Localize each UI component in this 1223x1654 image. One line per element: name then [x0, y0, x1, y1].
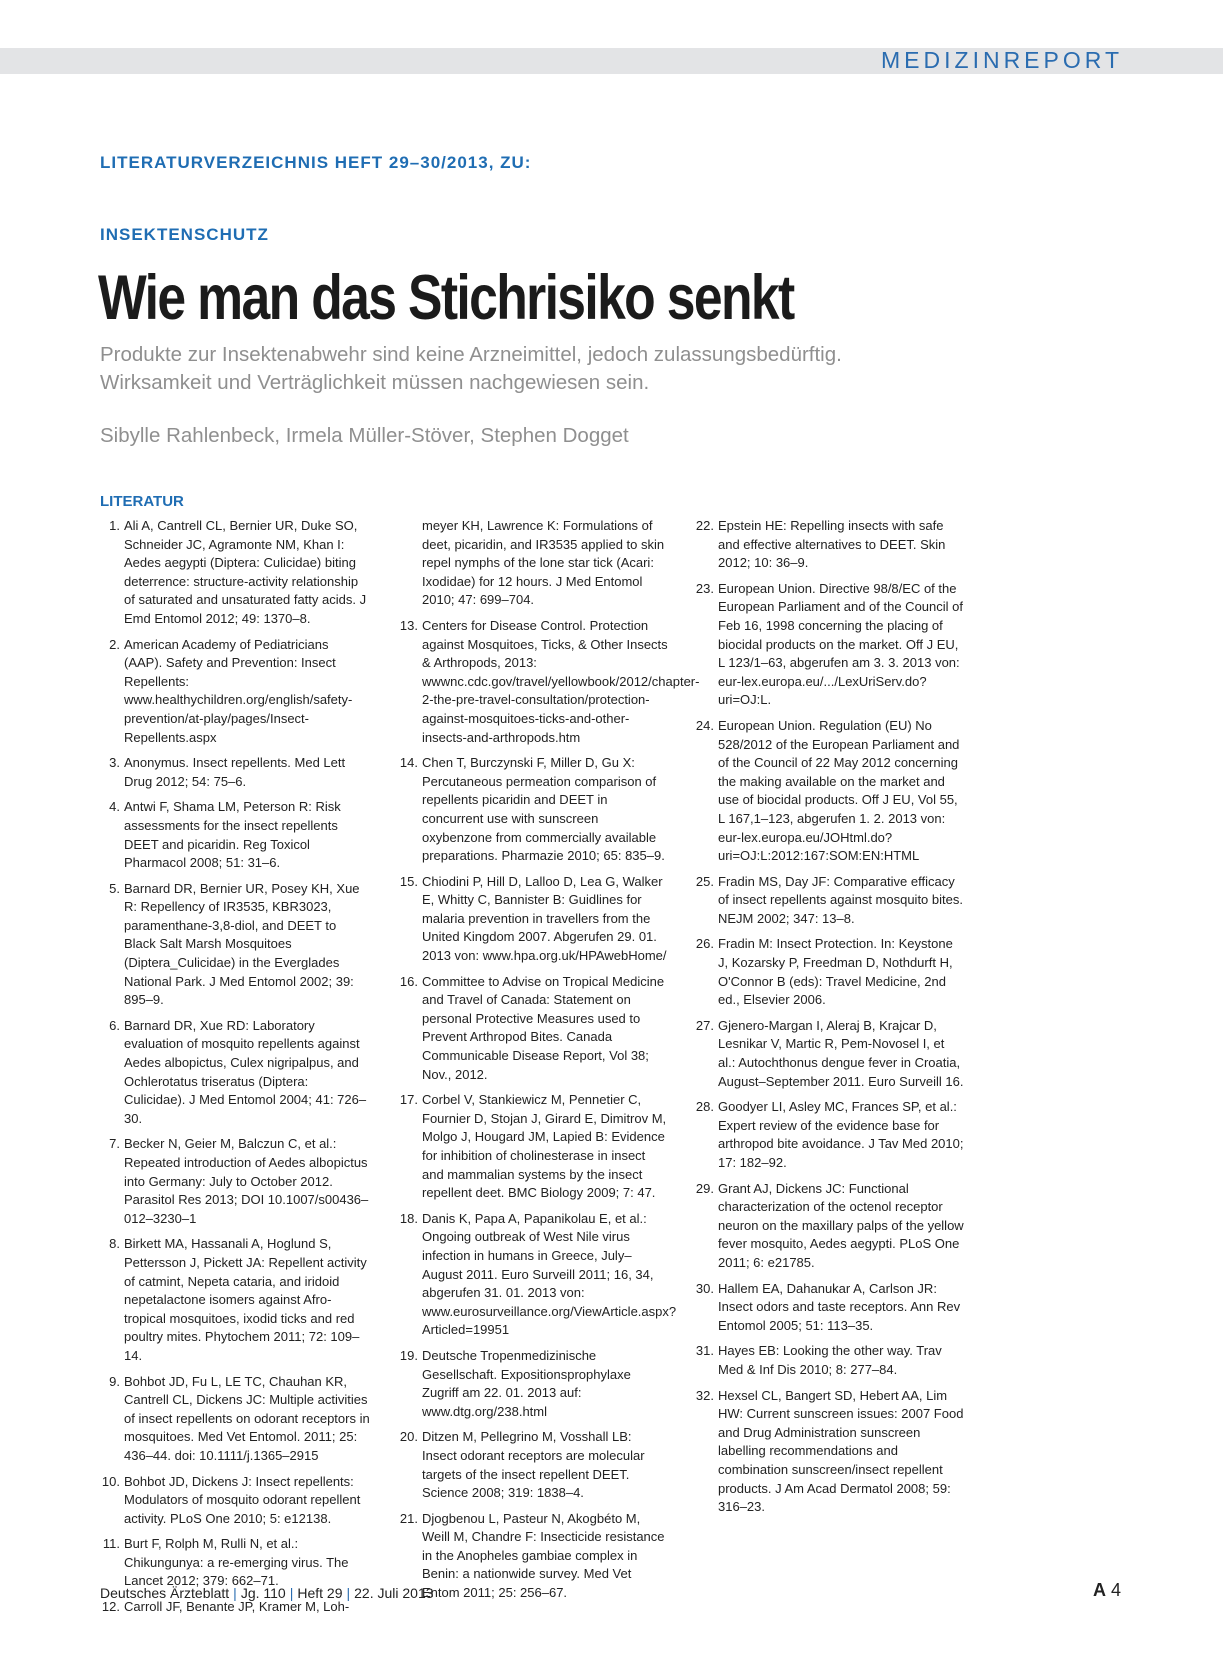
reference-item [100, 1135, 370, 1228]
reference-text: meyer KH, Lawrence K: Formulations of deet, picaridin, and IR3535 applied to skin repel nymphs of the lone star tick (Acari: Ixodidae) for 12 hours. J Med Entomol 2010; 47: 699–704. [422, 518, 665, 608]
reference-item [398, 1091, 668, 1203]
reference-number: 1. [109, 518, 120, 533]
reference-text: Fradin MS, Day JF: Comparative efficacy of insect repellents against mosquito bites. NEJM 2002; 347: 13–8. [718, 873, 963, 926]
footer [100, 1585, 434, 1601]
reference-text: Antwi F, Shama LM, Peterson R: Risk assessments for the insect repellents DEET and picaridin. Reg Toxicol Pharmacol 2008; 51: 31–6. [124, 799, 341, 871]
reference-number: 21. [399, 1510, 418, 1526]
section-label: MEDIZINREPORT [881, 47, 1123, 73]
footer-issue: Heft 29 [297, 1585, 343, 1601]
reference-item [398, 1347, 668, 1421]
reference-number: 14. [399, 755, 418, 771]
reference-text: Goodyer LI, Asley MC, Frances SP, et al.: Expert review of the evidence base for arthropod bite avoidance. J Tav Med 2010; 17: 182–92. [718, 1099, 964, 1170]
reference-number: 26. [695, 936, 714, 952]
reference-text: Epstein HE: Repelling insects with safe and effective alternatives to DEET. Skin 2012; 10: 36–9. [718, 518, 946, 571]
reference-text: European Union. Regulation (EU) No 528/2012 of the European Parliament and of the Council of 22 May 2012 concerning the making available on the market and use of biocidal products. Off J EU, Vol 55, L 167,1–123, abgerufen 1. 2. 2013 von: eur-lex.europa.eu/JOHtml.do?uri=OJ:L:2012:167:SOM:EN:HTML [718, 717, 960, 864]
reference-text: Danis K, Papa A, Papanikolau E, et al.: Ongoing outbreak of West Nile virus infection in humans in Greece, July–August 2011. Euro Surveill 2011; 16, 34, abgerufen 31. 01. 2013 von: www.eurosurveillance.org/ViewArticle.aspx?Articled=19951 [422, 1210, 677, 1338]
reference-item [100, 1535, 370, 1591]
reference-text: Becker N, Geier M, Balczun C, et al.: Repeated introduction of Aedes albopictus into Germany: July to October 2012. Parasitol Res 2013; DOI 10.1007/s00436–012–3230–1 [124, 1136, 369, 1226]
reference-number: 2. [109, 636, 120, 652]
reference-item [694, 517, 964, 573]
footer-separator: | [346, 1585, 351, 1601]
reference-item [694, 580, 964, 710]
references-column-1 [100, 517, 370, 1624]
reference-text: Barnard DR, Bernier UR, Posey KH, Xue R: Repellency of IR3535, KBR3023, paramenthane-3,8-diol, and DEET to Black Salt Marsh Mosquitoes (Diptera_Culicidae) in the Everglades National Park. J Med Entomol 2002; 39: 895–9. [124, 880, 360, 1008]
lead-line: Produkte zur Insektenabwehr sind keine Arzneimittel, jedoch zulassungsbedürftig. [100, 343, 842, 366]
reference-number: 10. [101, 1473, 120, 1489]
reference-number: 4. [109, 799, 120, 815]
reference-text: Barnard DR, Xue RD: Laboratory evaluation of mosquito repellents against Aedes albopictus, Culex nigripalpus, and Ochlerotatus triseratus (Diptera: Culicidae). J Med Entomol 2004; 41: 726–30. [124, 1017, 367, 1126]
reference-item [398, 1210, 677, 1340]
reference-text: Burt F, Rolph M, Rulli N, et al.: Chikungunya: a re-emerging virus. The Lancet 2012; 379: 662–71. [124, 1536, 349, 1589]
reference-text: Anonymus. Insect repellents. Med Lett Drug 2012; 54: 75–6. [124, 755, 346, 789]
reference-number: 22. [695, 518, 714, 533]
reference-number: 23. [695, 580, 714, 596]
reference-item [694, 1280, 964, 1336]
reference-item [100, 636, 370, 748]
reference-text: Chiodini P, Hill D, Lalloo D, Lea G, Walker E, Whitty C, Bannister B: Guidlines for malaria prevention in travellers from the United Kingdom 2007. Abgerufen 29. 01. 2013 von: www.hpa.org.uk/HPAwebHome/ [422, 873, 667, 964]
reference-item [398, 754, 668, 866]
reference-number: 9. [109, 1373, 120, 1389]
reference-item [694, 1098, 964, 1172]
reference-item [100, 1017, 370, 1129]
reference-text: European Union. Directive 98/8/EC of the European Parliament and of the Council of Feb 16, 1998 concerning the placing of biocidal products on the market. Off J EU, L 123/1–63, abgerufen am 3. 3. 2013 von: eur-lex.europa.eu/.../LexUriServ.do?uri=OJ:L. [718, 580, 963, 708]
reference-item [398, 1510, 668, 1603]
footer-separator: | [233, 1585, 237, 1601]
reference-text: Corbel V, Stankiewicz M, Pennetier C, Fournier D, Stojan J, Girard E, Dimitrov M, Molgo J, Hougard JM, Lapied B: Evidence for inhibition of cholinesterase in insect and mammalian systems by the insect repellent deet. BMC Biology 2009; 7: 47. [422, 1092, 667, 1201]
reference-text: Committee to Advise on Tropical Medicine and Travel of Canada: Statement on personal Protective Measures used to Prevent Arthropod Bites. Canada Communicable Disease Report, Vol 38; Nov., 2012. [422, 973, 665, 1082]
reference-item [398, 1428, 668, 1502]
reference-item [398, 873, 668, 966]
references-column-2 [398, 517, 700, 1610]
reference-item [100, 1235, 370, 1365]
reference-text: Birkett MA, Hassanali A, Hoglund S, Pettersson J, Pickett JA: Repellent activity of catmint, Nepeta cataria, and iridoid nepetalactone isomers against Afro-tropical mosquitoes, ixodid ticks and red poultry mites. Phytochem 2011; 72: 109–14. [124, 1236, 367, 1363]
reference-item [694, 935, 964, 1009]
reference-text: Bohbot JD, Dickens J: Insect repellents: Modulators of mosquito odorant repellent activity. PLoS One 2010; 5: e12138. [124, 1473, 361, 1526]
reference-text: Hayes EB: Looking the other way. Trav Med & Inf Dis 2010; 8: 277–84. [718, 1343, 942, 1377]
authors: Sibylle Rahlenbeck, Irmela Müller-Stöver, Stephen Dogget [100, 424, 629, 447]
reference-text: Hexsel CL, Bangert SD, Hebert AA, Lim HW: Current sunscreen issues: 2007 Food and Drug Administration sunscreen labelling recommendations and combination sunscreen/insect repellent products. J Am Acad Dermatol 2008; 59: 316–23. [718, 1387, 964, 1515]
reference-number: 28. [695, 1099, 714, 1115]
reference-number: 3. [109, 755, 120, 771]
reference-text: Grant AJ, Dickens JC: Functional characterization of the octenol receptor neuron on the maxillary palps of the yellow fever mosquito, Aedes aegypti. PLoS One 2011; 6: e21785. [718, 1180, 964, 1270]
page-number [1093, 1580, 1121, 1601]
reference-number: 27. [695, 1017, 714, 1033]
reference-number: 5. [109, 880, 120, 896]
reference-text: Djogbenou L, Pasteur N, Akogbéto M, Weill M, Chandre F: Insecticide resistance in the Anopheles gambiae complex in Benin: a nationwide survey. Med Vet Entom 2011; 25: 256–67. [422, 1510, 665, 1601]
lead-text [100, 341, 1000, 397]
reference-number: 7. [109, 1136, 120, 1152]
reference-item [694, 1387, 964, 1517]
reference-number: 17. [399, 1092, 418, 1108]
reference-item [398, 617, 700, 747]
reference-item [100, 754, 370, 791]
reference-text: Ditzen M, Pellegrino M, Vosshall LB: Insect odorant receptors are molecular targets of the insect repellent DEET. Science 2008; 319: 1838–4. [422, 1429, 645, 1501]
reference-number: 24. [695, 717, 714, 733]
footer-separator: | [289, 1585, 294, 1601]
reference-item [694, 717, 964, 866]
reference-number: 31. [695, 1343, 714, 1359]
reference-number: 13. [399, 617, 418, 633]
reference-number: 15. [399, 873, 418, 889]
reference-number: 19. [399, 1347, 418, 1363]
reference-number: 29. [695, 1180, 714, 1196]
footer-date: 22. Juli 2013 [354, 1585, 434, 1601]
reference-item [694, 1180, 964, 1273]
reference-item [398, 517, 668, 610]
reference-number: 12. [101, 1599, 120, 1615]
reference-item [100, 1373, 370, 1466]
reference-number: 25. [695, 873, 714, 889]
reference-item [100, 517, 370, 629]
reference-number: 18. [399, 1210, 418, 1226]
page-prefix: A [1092, 1580, 1106, 1600]
reference-item [100, 798, 370, 872]
reference-number: 30. [695, 1280, 714, 1296]
reference-item [100, 1473, 370, 1529]
reference-number: 32. [695, 1387, 714, 1403]
kicker: LITERATURVERZEICHNIS HEFT 29–30/2013, ZU: [100, 153, 532, 172]
reference-number: 16. [399, 973, 418, 989]
references-heading: LITERATUR [100, 493, 184, 510]
reference-number: 11. [102, 1536, 120, 1552]
reference-text: Bohbot JD, Fu L, LE TC, Chauhan KR, Cantrell CL, Dickens JC: Multiple activities of insect repellents on odorant receptors in mosquitoes. Med Vet Entomol. 2011; 25: 436–44. doi: 10.1111/j.1365–2915 [124, 1373, 370, 1463]
reference-item [694, 1017, 964, 1091]
reference-text: Chen T, Burczynski F, Miller D, Gu X: Percutaneous permeation comparison of repellents picaridin and DEET in concurrent use with sunscreen oxybenzone from commercially available preparations. Pharmazie 2010; 65: 835–9. [422, 755, 665, 864]
article-title: Wie man das Stichrisiko senkt [98, 263, 794, 333]
reference-text: Deutsche Tropenmedizinische Gesellschaft. Expositionsprophylaxe Zugriff am 22. 01. 2013 auf: www.dtg.org/238.html [422, 1347, 631, 1419]
reference-item [100, 880, 370, 1010]
reference-item [694, 873, 964, 929]
reference-item [398, 973, 668, 1085]
references-column-3 [694, 517, 964, 1524]
reference-number: 20. [399, 1429, 418, 1445]
topic-label: INSEKTENSCHUTZ [100, 225, 269, 244]
footer-volume: Jg. 110 [240, 1585, 286, 1601]
reference-item [694, 1342, 964, 1379]
reference-text: Hallem EA, Dahanukar A, Carlson JR: Insect odors and taste receptors. Ann Rev Entomol 2005; 51: 113–35. [718, 1280, 961, 1333]
reference-text: Ali A, Cantrell CL, Bernier UR, Duke SO, Schneider JC, Agramonte NM, Khan I: Aedes aegypti (Diptera: Culicidae) biting deterrence: structure-activity relationship of saturated and unsaturated fatty acids. J Emd Entomol 2012; 49: 1370–8. [124, 518, 367, 626]
page-value: 4 [1110, 1580, 1121, 1600]
lead-line: Wirksamkeit und Verträglichkeit müssen nachgewiesen sein. [100, 371, 650, 394]
footer-journal: Deutsches Ärzteblatt [100, 1585, 230, 1601]
reference-number: 6. [109, 1017, 120, 1033]
reference-text: Gjenero-Margan I, Aleraj B, Krajcar D, Lesnikar V, Martic R, Pem-Novosel I, et al.: Autochthonus dengue fever in Croatia, August–September 2011. Euro Surveill 16. [718, 1017, 964, 1089]
reference-text: Centers for Disease Control. Protection against Mosquitoes, Ticks, & Other Insects & Arthropods, 2013: wwwnc.cdc.gov/travel/yellowbook/2012/chapter-2-the-pre-travel-consultation/protection-against-mosquitoes-ticks-and-other-insects-and-arthropods.htm [422, 617, 700, 745]
reference-text: Fradin M: Insect Protection. In: Keystone J, Kozarsky P, Freedman D, Nothdurft H, O'Connor B (eds): Travel Medicine, 2nd ed., Elsevier 2006. [718, 936, 953, 1008]
reference-text: American Academy of Pediatricians (AAP). Safety and Prevention: Insect Repellents: www.healthychildren.org/english/safety-prevention/at-play/pages/Insect-Repellents.aspx [124, 636, 353, 745]
reference-text: Carroll JF, Benante JP, Kramer M, Loh- [124, 1599, 350, 1615]
reference-number: 8. [109, 1236, 120, 1252]
